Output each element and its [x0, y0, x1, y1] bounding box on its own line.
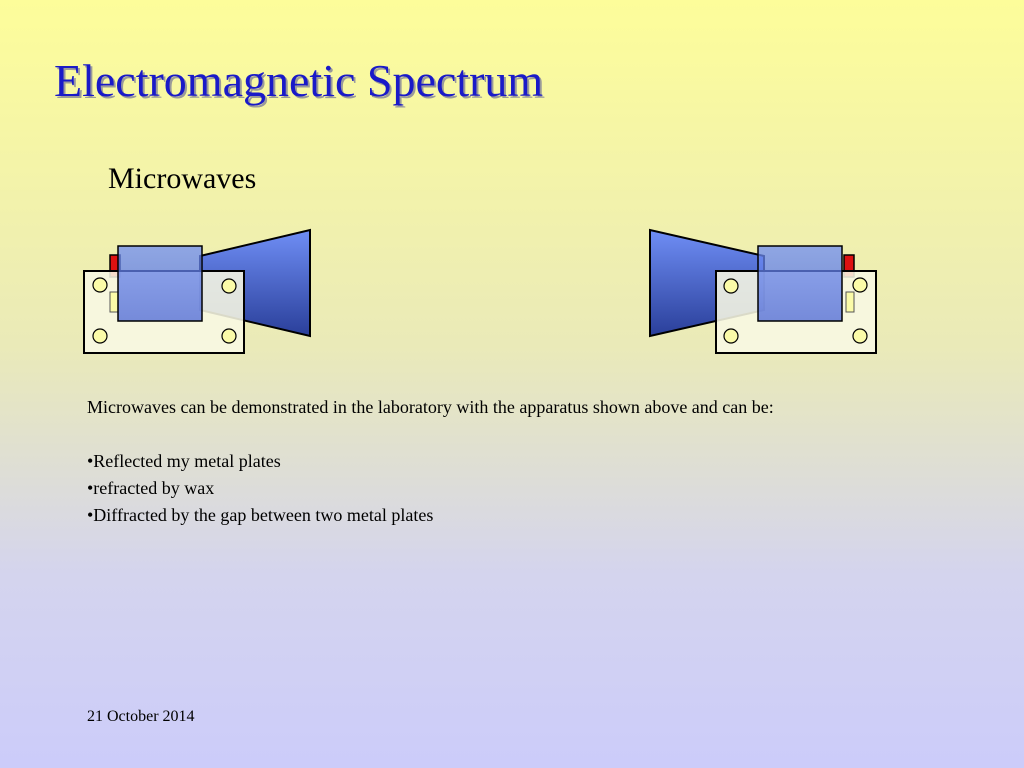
- slide-subtitle: Microwaves: [108, 162, 257, 195]
- list-item: •Reflected my metal plates: [87, 451, 281, 471]
- screw: [724, 279, 738, 293]
- mount-tab: [110, 292, 118, 312]
- bullet-list: [87, 448, 987, 529]
- list-item: •refracted by wax: [87, 478, 215, 498]
- mount-tab: [846, 292, 854, 312]
- screw: [93, 329, 107, 343]
- screw: [724, 329, 738, 343]
- screw: [853, 329, 867, 343]
- intro-paragraph: Microwaves can be demonstrated in the laboratory with the apparatus shown above and can be:: [87, 397, 774, 417]
- transmitter-box: [118, 246, 202, 321]
- screw: [93, 278, 107, 292]
- list-item: •Diffracted by the gap between two metal plates: [87, 505, 434, 525]
- screw: [222, 329, 236, 343]
- microwave-receiver-diagram: [644, 226, 884, 358]
- microwave-transmitter-diagram: [80, 226, 320, 358]
- footer-date: 21 October 2014: [87, 708, 195, 725]
- screw: [222, 279, 236, 293]
- slide-title: Electromagnetic Spectrum: [54, 55, 544, 106]
- body-text: [87, 394, 987, 529]
- receiver-box: [758, 246, 842, 321]
- screw: [853, 278, 867, 292]
